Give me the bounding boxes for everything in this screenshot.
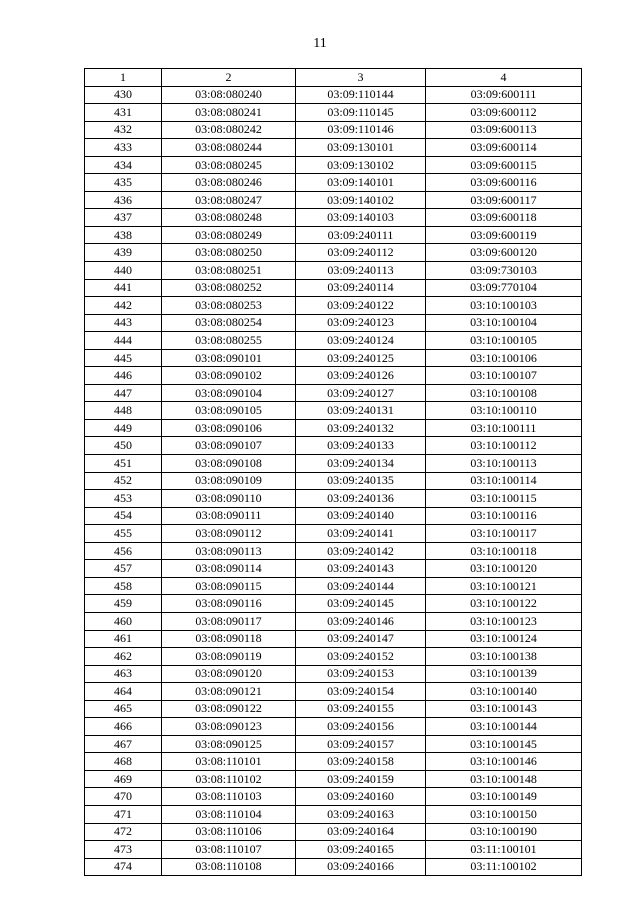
code-cell-col3: 03:09:130101 — [296, 139, 426, 157]
code-cell-col4: 03:10:100143 — [426, 700, 582, 718]
table-row — [85, 542, 582, 560]
table-row — [85, 297, 582, 315]
table-row — [85, 525, 582, 543]
code-cell-col2: 03:08:110104 — [162, 805, 296, 823]
row-number-cell: 465 — [85, 700, 162, 718]
code-cell-col3: 03:09:240132 — [296, 419, 426, 437]
code-cell-col4: 03:10:100110 — [426, 402, 582, 420]
row-number-cell: 469 — [85, 770, 162, 788]
row-number-cell: 464 — [85, 683, 162, 701]
table-row — [85, 841, 582, 859]
code-cell-col3: 03:09:240147 — [296, 630, 426, 648]
code-cell-col4: 03:10:100108 — [426, 384, 582, 402]
code-cell-col2: 03:08:080248 — [162, 209, 296, 227]
code-cell-col3: 03:09:240113 — [296, 262, 426, 280]
table-row — [85, 437, 582, 455]
table-row — [85, 630, 582, 648]
column-header-4: 4 — [426, 69, 582, 87]
row-number-cell: 447 — [85, 384, 162, 402]
code-cell-col4: 03:10:100146 — [426, 753, 582, 771]
code-cell-col2: 03:08:080247 — [162, 191, 296, 209]
code-cell-col3: 03:09:240114 — [296, 279, 426, 297]
code-cell-col4: 03:10:100148 — [426, 770, 582, 788]
code-cell-col2: 03:08:090112 — [162, 525, 296, 543]
code-cell-col4: 03:10:100138 — [426, 648, 582, 666]
code-cell-col4: 03:10:100116 — [426, 507, 582, 525]
table-row — [85, 735, 582, 753]
code-cell-col4: 03:10:100139 — [426, 665, 582, 683]
code-cell-col3: 03:09:240159 — [296, 770, 426, 788]
code-cell-col2: 03:08:090114 — [162, 560, 296, 578]
code-cell-col2: 03:08:090104 — [162, 384, 296, 402]
code-cell-col2: 03:08:080252 — [162, 279, 296, 297]
code-cell-col2: 03:08:110102 — [162, 770, 296, 788]
code-cell-col2: 03:08:090123 — [162, 718, 296, 736]
code-cell-col3: 03:09:240112 — [296, 244, 426, 262]
code-cell-col2: 03:08:080249 — [162, 226, 296, 244]
table-row — [85, 665, 582, 683]
table-row — [85, 472, 582, 490]
table-row — [85, 384, 582, 402]
code-cell-col4: 03:10:100103 — [426, 297, 582, 315]
row-number-cell: 430 — [85, 86, 162, 104]
row-number-cell: 441 — [85, 279, 162, 297]
code-cell-col4: 03:10:100150 — [426, 805, 582, 823]
code-cell-col2: 03:08:080245 — [162, 156, 296, 174]
code-cell-col2: 03:08:090119 — [162, 648, 296, 666]
code-cell-col2: 03:08:090107 — [162, 437, 296, 455]
code-cell-col4: 03:09:730103 — [426, 262, 582, 280]
row-number-cell: 443 — [85, 314, 162, 332]
code-cell-col3: 03:09:240146 — [296, 612, 426, 630]
code-cell-col2: 03:08:090111 — [162, 507, 296, 525]
code-cell-col3: 03:09:140103 — [296, 209, 426, 227]
code-cell-col4: 03:10:100124 — [426, 630, 582, 648]
row-number-cell: 471 — [85, 805, 162, 823]
table-row — [85, 156, 582, 174]
code-cell-col3: 03:09:240160 — [296, 788, 426, 806]
row-number-cell: 461 — [85, 630, 162, 648]
code-cell-col2: 03:08:090120 — [162, 665, 296, 683]
code-cell-col2: 03:08:090106 — [162, 419, 296, 437]
code-cell-col3: 03:09:240155 — [296, 700, 426, 718]
row-number-cell: 470 — [85, 788, 162, 806]
column-header-2: 2 — [162, 69, 296, 87]
row-number-cell: 453 — [85, 490, 162, 508]
code-cell-col3: 03:09:240157 — [296, 735, 426, 753]
code-cell-col2: 03:08:090118 — [162, 630, 296, 648]
code-cell-col2: 03:08:090115 — [162, 577, 296, 595]
code-cell-col4: 03:09:600113 — [426, 121, 582, 139]
code-cell-col2: 03:08:080246 — [162, 174, 296, 192]
code-cell-col4: 03:09:600116 — [426, 174, 582, 192]
code-cell-col4: 03:10:100123 — [426, 612, 582, 630]
row-number-cell: 448 — [85, 402, 162, 420]
code-cell-col3: 03:09:240145 — [296, 595, 426, 613]
code-cell-col4: 03:10:100140 — [426, 683, 582, 701]
table-row — [85, 121, 582, 139]
code-cell-col3: 03:09:240156 — [296, 718, 426, 736]
table-row — [85, 577, 582, 595]
code-cell-col4: 03:11:100101 — [426, 841, 582, 859]
row-number-cell: 435 — [85, 174, 162, 192]
table-row — [85, 332, 582, 350]
code-cell-col3: 03:09:240158 — [296, 753, 426, 771]
code-cell-col3: 03:09:240134 — [296, 455, 426, 473]
page-number: 11 — [313, 36, 327, 51]
code-cell-col4: 03:10:100105 — [426, 332, 582, 350]
code-cell-col3: 03:09:240141 — [296, 525, 426, 543]
code-cell-col2: 03:08:090108 — [162, 455, 296, 473]
column-header-3: 3 — [296, 69, 426, 87]
code-cell-col4: 03:09:600119 — [426, 226, 582, 244]
row-number-cell: 456 — [85, 542, 162, 560]
code-cell-col4: 03:09:600112 — [426, 104, 582, 122]
code-cell-col3: 03:09:240111 — [296, 226, 426, 244]
code-cell-col2: 03:08:090121 — [162, 683, 296, 701]
code-cell-col4: 03:09:600114 — [426, 139, 582, 157]
table-row — [85, 226, 582, 244]
header-row — [85, 69, 582, 87]
code-cell-col4: 03:10:100145 — [426, 735, 582, 753]
code-cell-col3: 03:09:140102 — [296, 191, 426, 209]
code-cell-col2: 03:08:090101 — [162, 349, 296, 367]
table-row — [85, 718, 582, 736]
code-cell-col2: 03:08:110103 — [162, 788, 296, 806]
code-cell-col2: 03:08:090105 — [162, 402, 296, 420]
table-row — [85, 419, 582, 437]
table-row — [85, 805, 582, 823]
code-cell-col3: 03:09:240124 — [296, 332, 426, 350]
code-cell-col4: 03:10:100104 — [426, 314, 582, 332]
code-cell-col4: 03:10:100114 — [426, 472, 582, 490]
code-cell-col2: 03:08:080241 — [162, 104, 296, 122]
row-number-cell: 439 — [85, 244, 162, 262]
row-number-cell: 438 — [85, 226, 162, 244]
code-cell-col3: 03:09:240140 — [296, 507, 426, 525]
table-row — [85, 191, 582, 209]
code-cell-col4: 03:10:100120 — [426, 560, 582, 578]
code-cell-col4: 03:10:100190 — [426, 823, 582, 841]
code-cell-col4: 03:09:600118 — [426, 209, 582, 227]
code-cell-col3: 03:09:240152 — [296, 648, 426, 666]
code-cell-col3: 03:09:240136 — [296, 490, 426, 508]
table-row — [85, 367, 582, 385]
row-number-cell: 451 — [85, 455, 162, 473]
table-row — [85, 770, 582, 788]
code-cell-col2: 03:08:080251 — [162, 262, 296, 280]
code-cell-col2: 03:08:080242 — [162, 121, 296, 139]
table-row — [85, 700, 582, 718]
table-header — [85, 69, 582, 87]
code-cell-col3: 03:09:240165 — [296, 841, 426, 859]
code-cell-col2: 03:08:090117 — [162, 612, 296, 630]
table-row — [85, 262, 582, 280]
code-cell-col2: 03:08:110107 — [162, 841, 296, 859]
code-cell-col3: 03:09:110146 — [296, 121, 426, 139]
code-cell-col3: 03:09:240135 — [296, 472, 426, 490]
code-cell-col3: 03:09:240123 — [296, 314, 426, 332]
row-number-cell: 452 — [85, 472, 162, 490]
code-cell-col3: 03:09:240131 — [296, 402, 426, 420]
code-cell-col4: 03:10:100113 — [426, 455, 582, 473]
table-row — [85, 139, 582, 157]
code-cell-col2: 03:08:090110 — [162, 490, 296, 508]
row-number-cell: 431 — [85, 104, 162, 122]
row-number-cell: 468 — [85, 753, 162, 771]
table-row — [85, 279, 582, 297]
code-cell-col2: 03:08:080254 — [162, 314, 296, 332]
code-cell-col4: 03:09:600111 — [426, 86, 582, 104]
row-number-cell: 442 — [85, 297, 162, 315]
code-cell-col2: 03:08:110108 — [162, 858, 296, 876]
code-cell-col4: 03:10:100118 — [426, 542, 582, 560]
row-number-cell: 454 — [85, 507, 162, 525]
row-number-cell: 440 — [85, 262, 162, 280]
row-number-cell: 436 — [85, 191, 162, 209]
code-cell-col3: 03:09:240133 — [296, 437, 426, 455]
code-cell-col4: 03:10:100144 — [426, 718, 582, 736]
code-cell-col3: 03:09:130102 — [296, 156, 426, 174]
code-cell-col4: 03:10:100111 — [426, 419, 582, 437]
row-number-cell: 463 — [85, 665, 162, 683]
code-cell-col2: 03:08:080250 — [162, 244, 296, 262]
table-row — [85, 86, 582, 104]
code-cell-col2: 03:08:110106 — [162, 823, 296, 841]
code-cell-col4: 03:10:100121 — [426, 577, 582, 595]
data-table — [84, 68, 582, 876]
row-number-cell: 432 — [85, 121, 162, 139]
row-number-cell: 433 — [85, 139, 162, 157]
code-cell-col3: 03:09:240153 — [296, 665, 426, 683]
code-cell-col2: 03:08:080244 — [162, 139, 296, 157]
code-cell-col2: 03:08:080240 — [162, 86, 296, 104]
code-cell-col4: 03:09:600120 — [426, 244, 582, 262]
code-cell-col2: 03:08:090102 — [162, 367, 296, 385]
code-cell-col3: 03:09:140101 — [296, 174, 426, 192]
table-row — [85, 314, 582, 332]
row-number-cell: 455 — [85, 525, 162, 543]
table-row — [85, 490, 582, 508]
row-number-cell: 466 — [85, 718, 162, 736]
table-row — [85, 560, 582, 578]
code-cell-col4: 03:10:100106 — [426, 349, 582, 367]
table-row — [85, 788, 582, 806]
code-cell-col2: 03:08:080255 — [162, 332, 296, 350]
row-number-cell: 474 — [85, 858, 162, 876]
table-row — [85, 455, 582, 473]
code-cell-col4: 03:10:100117 — [426, 525, 582, 543]
table-row — [85, 209, 582, 227]
code-cell-col3: 03:09:240126 — [296, 367, 426, 385]
code-cell-col4: 03:09:600117 — [426, 191, 582, 209]
code-cell-col4: 03:09:600115 — [426, 156, 582, 174]
table-row — [85, 823, 582, 841]
row-number-cell: 467 — [85, 735, 162, 753]
code-cell-col4: 03:11:100102 — [426, 858, 582, 876]
code-cell-col2: 03:08:080253 — [162, 297, 296, 315]
code-cell-col3: 03:09:240166 — [296, 858, 426, 876]
row-number-cell: 449 — [85, 419, 162, 437]
table-body — [85, 86, 582, 876]
code-cell-col4: 03:10:100112 — [426, 437, 582, 455]
table-row — [85, 683, 582, 701]
row-number-cell: 458 — [85, 577, 162, 595]
table-row — [85, 612, 582, 630]
code-cell-col3: 03:09:240127 — [296, 384, 426, 402]
code-cell-col3: 03:09:110145 — [296, 104, 426, 122]
table-row — [85, 648, 582, 666]
table-row — [85, 753, 582, 771]
table-row — [85, 244, 582, 262]
code-cell-col2: 03:08:090109 — [162, 472, 296, 490]
row-number-cell: 460 — [85, 612, 162, 630]
code-cell-col3: 03:09:240125 — [296, 349, 426, 367]
table-row — [85, 104, 582, 122]
table-row — [85, 402, 582, 420]
code-cell-col4: 03:09:770104 — [426, 279, 582, 297]
code-cell-col3: 03:09:240144 — [296, 577, 426, 595]
code-cell-col3: 03:09:240163 — [296, 805, 426, 823]
table-row — [85, 595, 582, 613]
row-number-cell: 446 — [85, 367, 162, 385]
row-number-cell: 472 — [85, 823, 162, 841]
code-cell-col3: 03:09:240143 — [296, 560, 426, 578]
row-number-cell: 473 — [85, 841, 162, 859]
code-cell-col4: 03:10:100149 — [426, 788, 582, 806]
table-row — [85, 858, 582, 876]
code-cell-col2: 03:08:090116 — [162, 595, 296, 613]
table-row — [85, 174, 582, 192]
row-number-cell: 459 — [85, 595, 162, 613]
column-header-1: 1 — [85, 69, 162, 87]
row-number-cell: 437 — [85, 209, 162, 227]
code-cell-col3: 03:09:240164 — [296, 823, 426, 841]
row-number-cell: 450 — [85, 437, 162, 455]
code-cell-col2: 03:08:090125 — [162, 735, 296, 753]
row-number-cell: 434 — [85, 156, 162, 174]
code-cell-col4: 03:10:100115 — [426, 490, 582, 508]
code-cell-col3: 03:09:110144 — [296, 86, 426, 104]
code-cell-col4: 03:10:100122 — [426, 595, 582, 613]
row-number-cell: 462 — [85, 648, 162, 666]
row-number-cell: 457 — [85, 560, 162, 578]
table-row — [85, 507, 582, 525]
code-cell-col3: 03:09:240154 — [296, 683, 426, 701]
code-cell-col3: 03:09:240122 — [296, 297, 426, 315]
code-cell-col3: 03:09:240142 — [296, 542, 426, 560]
code-cell-col2: 03:08:110101 — [162, 753, 296, 771]
code-cell-col2: 03:08:090113 — [162, 542, 296, 560]
code-cell-col2: 03:08:090122 — [162, 700, 296, 718]
code-cell-col4: 03:10:100107 — [426, 367, 582, 385]
row-number-cell: 445 — [85, 349, 162, 367]
row-number-cell: 444 — [85, 332, 162, 350]
table-row — [85, 349, 582, 367]
